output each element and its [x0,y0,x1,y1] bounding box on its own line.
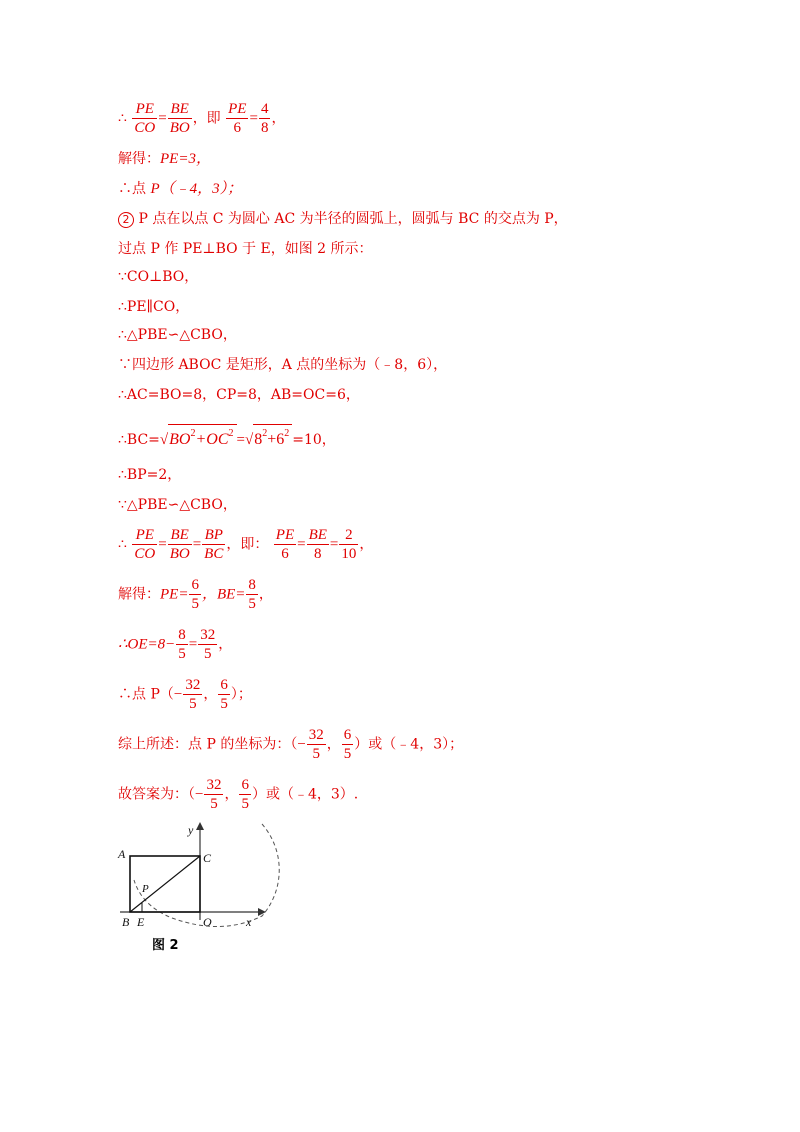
line-bc-sqrt: $\therefore BC=√BO^2+OC^2 =√8^2+6^2 =10$， [118,424,336,449]
label-e: E [137,915,145,929]
line-case-2-cont: 过点 P 作 PE⊥BO 于 E，如图 2 所示： [118,241,373,257]
line-answer: 故答案为：（− $\frac{32}{5}$ ， $\frac{6}{5}$ ）或（﹣4，3）. [118,777,359,812]
line-summary: 综上所述：点 P 的坐标为：（− $\frac{32}{5}$ ， $\frac{6}{5}$ ）或（﹣4，3）； [118,727,464,762]
line-solve-2: 解得：PE= $\frac{6}{5}$ ，BE= $\frac{8}{5}$ ， [118,577,273,612]
label-a: A [118,847,126,861]
therefore-symbol: ∴ [118,110,127,127]
segment-bc [130,856,200,912]
line-rectangle: ∵四边形 ABOC 是矩形，A 点的坐标为（﹣8，6）， [118,357,448,373]
line-case-2: 2 P 点在以点 C 为圆心 AC 为半径的圆弧上，圆弧与 BC 的交点为 P， [118,210,568,228]
line-similar-1: ∴△PBE∽△CBO， [118,327,237,343]
label-o: O [203,915,212,929]
label-c: C [203,851,212,865]
line-point-1: ∴点 P（﹣4，3）； [118,181,243,197]
label-x: x [246,915,252,929]
y-axis-arrow [196,822,204,830]
line-co-perp: ∵CO⊥BO， [118,269,199,285]
line-ratio-1: ∴ $\frac{PE}{CO}$ = $\frac{BE}{BO}$ ，即 $\frac{PE}{6}$ = $\frac{4}{8}$ ， [118,101,286,136]
line-oe: ∴OE=8− $\frac{8}{5}$ = $\frac{32}{5}$ ， [118,627,233,662]
line-similar-2: ∵△PBE∽△CBO， [118,497,237,513]
fraction: $\frac{BE}{BO}$ [169,101,190,136]
figure-caption: 图 2 [152,938,179,953]
line-pe-parallel: ∴PE∥CO， [118,299,190,315]
fraction: $\frac{PE}{CO}$ [134,101,156,136]
line-lengths: ∴AC=BO=8，CP=8，AB=OC=6， [118,387,360,403]
fraction: $\frac{4}{8}$ [260,101,269,136]
sqrt-numeric: $8^2+6^2$ [253,424,292,449]
line-solve-pe: 解得：PE=3， [118,151,211,167]
label-y: y [188,823,194,837]
circled-two: 2 [118,212,134,228]
label-p: P [142,883,149,895]
geometry-figure [112,820,282,932]
label-b: B [122,915,130,929]
fraction: $\frac{PE}{6}$ [228,101,247,136]
sqrt-expression: $BO^2+OC^2$ [168,424,236,449]
line-bp: ∴BP=2， [118,467,182,483]
dashed-arc [134,824,279,927]
line-ratio-2: ∴ $\frac{PE}{CO}$ = $\frac{BE}{BO}$ = $\frac{BP}{BC}$ ，即： $\frac{PE}{6}$ = $\frac{BE}{8}$ = $\frac{2}{10}$ ， [118,527,374,562]
x-axis-arrow [258,908,266,916]
line-point-2: ∴点 P（− $\frac{32}{5}$ ， $\frac{6}{5}$ ）； [118,677,252,712]
